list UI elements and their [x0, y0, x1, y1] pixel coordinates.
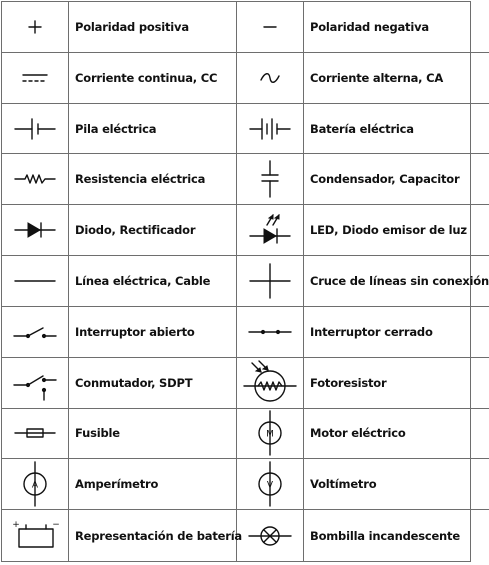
capacitor-icon	[237, 154, 304, 205]
symbol-label: Batería eléctrica	[304, 104, 489, 155]
symbol-label: Polaridad positiva	[69, 2, 237, 53]
symbol-label: Corriente alterna, CA	[304, 53, 489, 104]
battery-pack-icon	[2, 510, 69, 561]
ammeter-glyph: A	[31, 480, 39, 491]
resistor-icon	[2, 154, 69, 205]
cell-icon	[2, 104, 69, 155]
positive-polarity-icon	[2, 2, 69, 53]
symbol-label: Cruce de líneas sin conexión	[304, 256, 489, 307]
battery-minus-glyph: −	[52, 519, 60, 530]
diode-icon	[2, 205, 69, 256]
wire-crossing-icon	[237, 256, 304, 307]
symbol-label: Pila eléctrica	[69, 104, 237, 155]
symbol-label: Conmutador, SDPT	[69, 358, 237, 409]
wire-icon	[2, 256, 69, 307]
battery-plus-glyph: +	[12, 519, 20, 530]
symbol-label: Línea eléctrica, Cable	[69, 256, 237, 307]
spdt-switch-icon	[2, 358, 69, 409]
symbol-label: Resistencia eléctrica	[69, 154, 237, 205]
lamp-icon	[237, 510, 304, 561]
led-icon	[237, 205, 304, 256]
symbol-label: Interruptor abierto	[69, 307, 237, 358]
symbol-label: Bombilla incandescente	[310, 528, 460, 543]
photoresistor-icon	[237, 358, 304, 409]
symbol-label: Polaridad negativa	[304, 2, 489, 53]
voltmeter-icon	[237, 459, 304, 510]
symbol-label: LED, Diodo emisor de luz	[304, 205, 489, 256]
symbol-label: Diodo, Rectificador	[69, 205, 237, 256]
open-switch-icon	[2, 307, 69, 358]
symbol-label: Corriente continua, CC	[69, 53, 237, 104]
alternating-current-icon	[237, 53, 304, 104]
battery-icon	[237, 104, 304, 155]
symbol-label: Motor eléctrico	[304, 409, 489, 460]
symbol-label: Fotoresistor	[304, 358, 489, 409]
negative-polarity-icon	[237, 2, 304, 53]
symbol-label: Condensador, Capacitor	[304, 154, 489, 205]
ammeter-icon	[2, 459, 69, 510]
motor-glyph: M	[266, 429, 274, 440]
symbol-label: Voltímetro	[304, 459, 489, 510]
motor-icon	[237, 409, 304, 460]
voltmeter-glyph: V	[266, 480, 274, 491]
symbol-label: Representación de batería	[69, 510, 237, 561]
symbols-table	[1, 1, 489, 562]
fuse-icon	[2, 409, 69, 460]
symbol-label: Amperímetro	[69, 459, 237, 510]
direct-current-icon	[2, 53, 69, 104]
closed-switch-icon	[237, 307, 304, 358]
symbol-label: Fusible	[69, 409, 237, 460]
symbol-label: Interruptor cerrado	[304, 307, 489, 358]
